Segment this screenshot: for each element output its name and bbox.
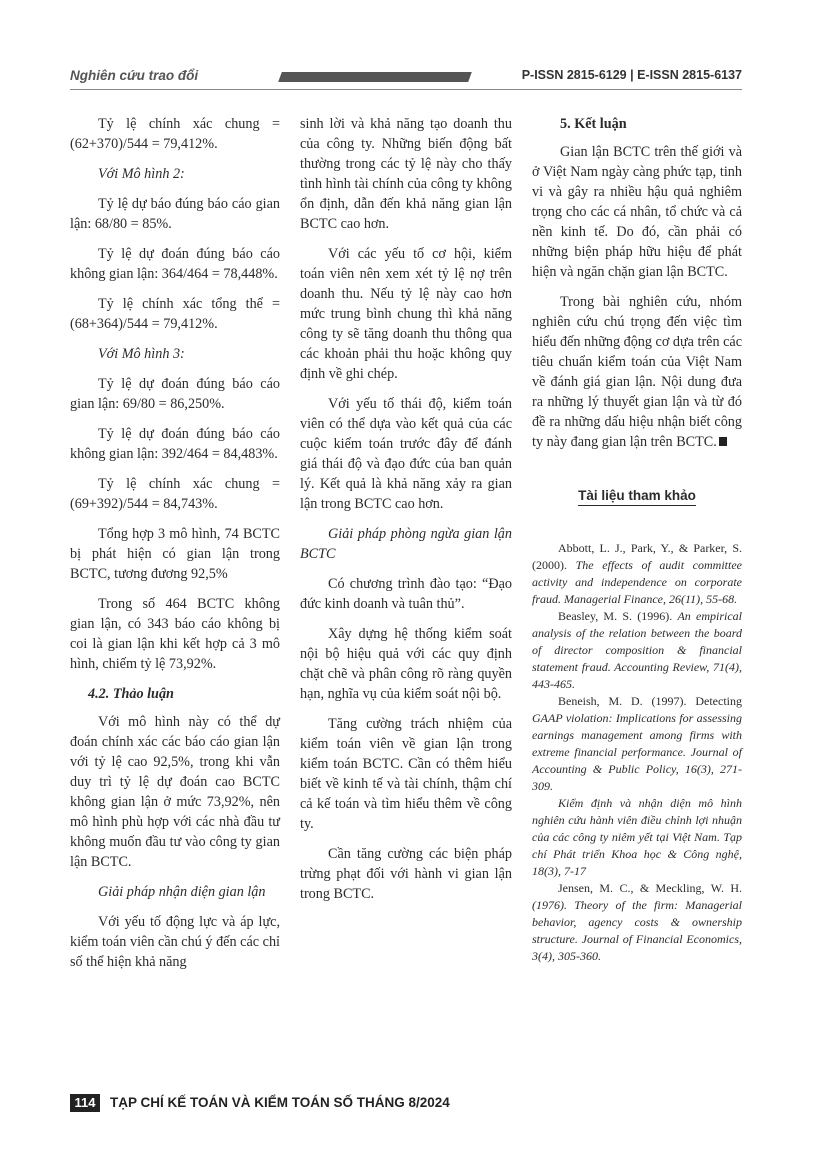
column-2 — [300, 114, 512, 914]
paragraph: Trong số 464 BCTC không gian lận, có 343 báo cáo không bị coi là gian lận khi kết hợp cả 3 mô hình, chiếm tỷ lệ 73,92%. — [70, 596, 280, 672]
reference-plain: Abbott, L. J., Park, Y., & Parker, S. (2000). — [532, 541, 742, 572]
paragraph: Có chương trình đào tạo: “Đạo đức kinh doanh và tuân thủ”. — [300, 576, 512, 612]
column-3 — [532, 114, 742, 965]
column-1 — [70, 114, 280, 982]
paragraph: Tỷ lệ dự đoán đúng báo cáo không gian lận: 392/464 = 84,483%. — [70, 426, 280, 462]
paragraph: Tổng hợp 3 mô hình, 74 BCTC bị phát hiện có gian lận trong BCTC, tương đương 92,5% — [70, 526, 280, 582]
reference-italic: (1976). Theory of the firm: Managerial behavior, agency costs & ownership structure. Journal of Financial Economics, 3(4), 305-360. — [532, 898, 742, 963]
paragraph: Với yếu tố động lực và áp lực, kiểm toán viên cần chú ý đến các chỉ số thể hiện khả năng — [70, 914, 280, 970]
reference-plain: Jensen, M. C., & Meckling, W. H. — [558, 881, 742, 895]
subheading: Với Mô hình 2: — [98, 166, 185, 182]
paragraph — [532, 292, 742, 452]
end-square-icon — [719, 437, 727, 446]
paragraph-text: Trong bài nghiên cứu, nhóm nghiên cứu chú trọng đến việc tìm hiểu đến những động cơ dựa trên các tiêu chuẩn kiểm toán của Việt Nam về đánh giá gian lận. Nội dung đưa ra những lý thuyết gian lận và từ đó đề ra những dấu hiệu nhận biết công ty này đang gian lận trên BCTC. — [532, 294, 743, 450]
conclusion-heading: 5. Kết luận — [560, 116, 627, 132]
section-title: Nghiên cứu trao đổi — [70, 68, 199, 83]
paragraph: Tăng cường trách nhiệm của kiểm toán viên về gian lận trong kiểm toán BCTC. Cần có thêm hiểu biết về kinh tế và tài chính, thậm chí cả kế toán và tìm hiểu thêm về công ty. — [300, 716, 512, 832]
reference-italic: The effects of audit committee activity and independence on corporate fraud. Managerial Finance, 26(11), 55-68. — [532, 558, 742, 606]
paragraph: Tỷ lệ chính xác tổng thể = (68+364)/544 = 79,412%. — [70, 296, 280, 332]
reference-item — [532, 608, 742, 693]
reference-italic: Kiểm định và nhận diện mô hình nghiên cứu hành viên điều chỉnh lợi nhuận của các công ty niêm yết tại Việt Nam. Tạp chí Phát triển Khoa học & Công nghệ, 18(3), 7-17 — [532, 796, 742, 878]
reference-plain: Beneish, M. D. (1997). Detecting — [558, 694, 742, 708]
reference-item — [532, 880, 742, 965]
paragraph: Với các yếu tố cơ hội, kiểm toán viên nên xem xét tỷ lệ nợ trên doanh thu. Nếu tỷ lệ này cao hơn mức trung bình chung thì khả năng công ty sẽ tăng doanh thu thông qua các khoản phải thu hoặc không quy định về ghi chép. — [300, 246, 512, 382]
paragraph: sinh lời và khả năng tạo doanh thu của công ty. Những biến động bất thường trong các tỷ lệ này cho thấy tình hình tài chính của công ty không ổn định, dẫn đến khả năng gian lận BCTC cao hơn. — [300, 116, 512, 232]
reference-item — [532, 540, 742, 608]
paragraph: Tỷ lệ chính xác chung = (69+392)/544 = 84,743%. — [70, 476, 280, 512]
reference-italic: GAAP violation: Implications for assessing earnings management among firms with extreme financial performance. Journal of Accounting & Public Policy, 16(3), 271-309. — [532, 711, 742, 793]
paragraph: Gian lận BCTC trên thế giới và ở Việt Nam ngày càng phức tạp, tinh vi và gây ra nhiều hậu quả nghiêm trọng cho các cá nhân, tổ chức và cả nền kinh tế. Do đó, cần phải có những biện pháp hữu hiệu để phát hiện và ngăn chặn gian lận BCTC. — [532, 144, 742, 280]
reference-item — [532, 693, 742, 795]
subheading: Giải pháp phòng ngừa gian lận BCTC — [300, 526, 512, 562]
paragraph: Xây dựng hệ thống kiểm soát nội bộ hiệu quả với các quy định chặt chẽ và phân công rõ ràng quyền hạn, nghĩa vụ của kiểm soát nội bộ. — [300, 626, 512, 702]
page-number: 114 — [70, 1094, 100, 1112]
paragraph: Tỷ lệ dự đoán đúng báo cáo gian lận: 69/80 = 86,250%. — [70, 376, 280, 412]
page-header — [70, 66, 742, 90]
paragraph: Với yếu tố thái độ, kiểm toán viên có thể dựa vào kết quả của các cuộc kiểm toán trước đây để đánh giá thái độ và đạo đức của ban quản lý. Kết quả là khả năng xảy ra gian lận trong BCTC cao hơn. — [300, 396, 512, 512]
paragraph: Cần tăng cường các biện pháp trừng phạt đối với hành vi gian lận trong BCTC. — [300, 846, 512, 902]
paragraph: Tỷ lệ chính xác chung = (62+370)/544 = 79,412%. — [70, 116, 280, 152]
reference-italic: An empirical analysis of the relation between the board of director composition & financial statement fraud. Accounting Review, 71(4), 443-465. — [532, 609, 742, 691]
references-title-text: Tài liệu tham khảo — [578, 488, 696, 506]
references-title — [532, 486, 742, 506]
section-heading: 4.2. Thảo luận — [88, 686, 174, 702]
subheading: Với Mô hình 3: — [98, 346, 185, 362]
reference-item — [532, 795, 742, 880]
paragraph: Tỷ lệ dự đoán đúng báo cáo không gian lận: 364/464 = 78,448%. — [70, 246, 280, 282]
subheading: Giải pháp nhận diện gian lận — [98, 884, 266, 900]
header-decor-bar — [278, 72, 472, 82]
paragraph: Tỷ lệ dự báo đúng báo cáo gian lận: 68/80 = 85%. — [70, 196, 280, 232]
header-rule — [70, 89, 742, 90]
reference-plain: Beasley, M. S. (1996). — [558, 609, 678, 623]
issn-label: P-ISSN 2815-6129 | E-ISSN 2815-6137 — [521, 68, 742, 82]
journal-title: TẠP CHÍ KẾ TOÁN VÀ KIỂM TOÁN SỐ THÁNG 8/2024 — [110, 1095, 450, 1110]
paragraph: Với mô hình này có thể dự đoán chính xác các báo cáo gian lận với tỷ lệ cao 92,5%, trong khi vẫn duy trì tỷ lệ dự đoán cao BCTC không gian lận ở mức 73,92%, nên mô hình phù hợp với các nhà đầu tư không muốn đầu tư vào công ty gian lận BCTC. — [70, 714, 280, 870]
